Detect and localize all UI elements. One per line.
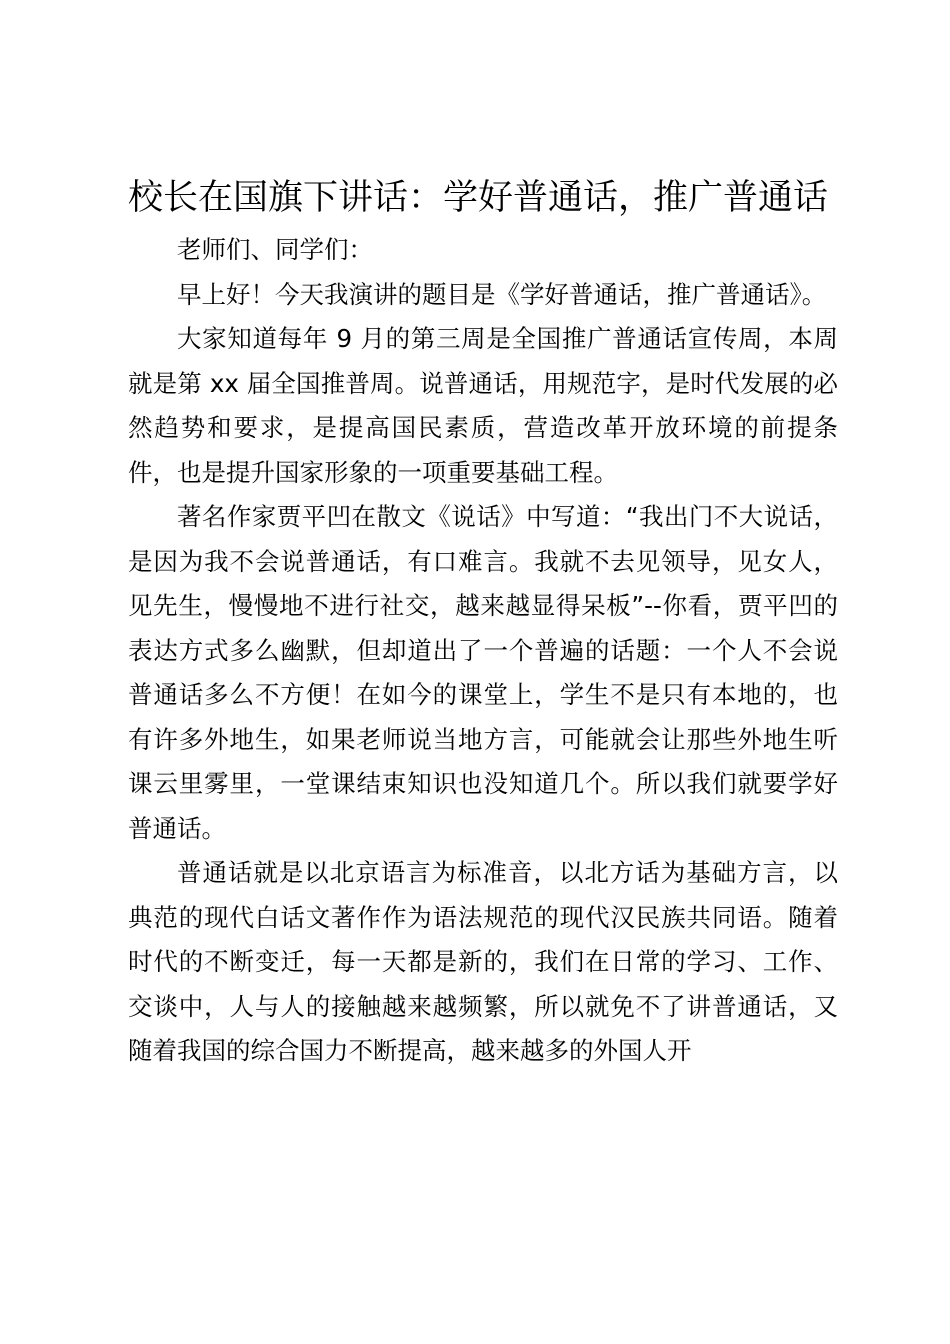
- document-body: [128, 172, 838, 1074]
- paragraph-promotion-week: 大家知道每年 9 月的第三周是全国推广普通话宣传周，本周就是第 xx 届全国推普周。说普通话，用规范字，是时代发展的必然趋势和要求，是提高国民素质，营造改革开放环境的前提条件，也是提升国家形象的一项重要基础工程。: [128, 324, 838, 487]
- paragraph-jia-pingwa-quote: 著名作家贾平凹在散文《说话》中写道：“我出门不大说话，是因为我不会说普通话，有口难言。我就不去见领导，见女人，见先生，慢慢地不进行社交，越来越显得呆板”--你看，贾平凹的表达方式多么幽默，但却道出了一个普遍的话题：一个人不会说普通话多么不方便！在如今的课堂上，学生不是只有本地的，也有许多外地生，如果老师说当地方言，可能就会让那些外地生听课云里雾里，一堂课结束知识也没知道几个。所以我们就要学好普通话。: [128, 502, 838, 843]
- paragraph-definition: 普通话就是以北京语言为标准音，以北方话为基础方言，以典范的现代白话文著作作为语法规范的现代汉民族共同语。随着时代的不断变迁，每一天都是新的，我们在日常的学习、工作、交谈中，人与人的接触越来越频繁，所以就免不了讲普通话，又随着我国的综合国力不断提高，越来越多的外国人开: [128, 858, 838, 1065]
- salutation: 老师们、同学们：: [177, 235, 373, 264]
- document-title: 校长在国旗下讲话：学好普通话，推广普通话: [128, 178, 829, 218]
- paragraph-greeting: 早上好！今天我演讲的题目是《学好普通话，推广普通话》。: [177, 279, 827, 309]
